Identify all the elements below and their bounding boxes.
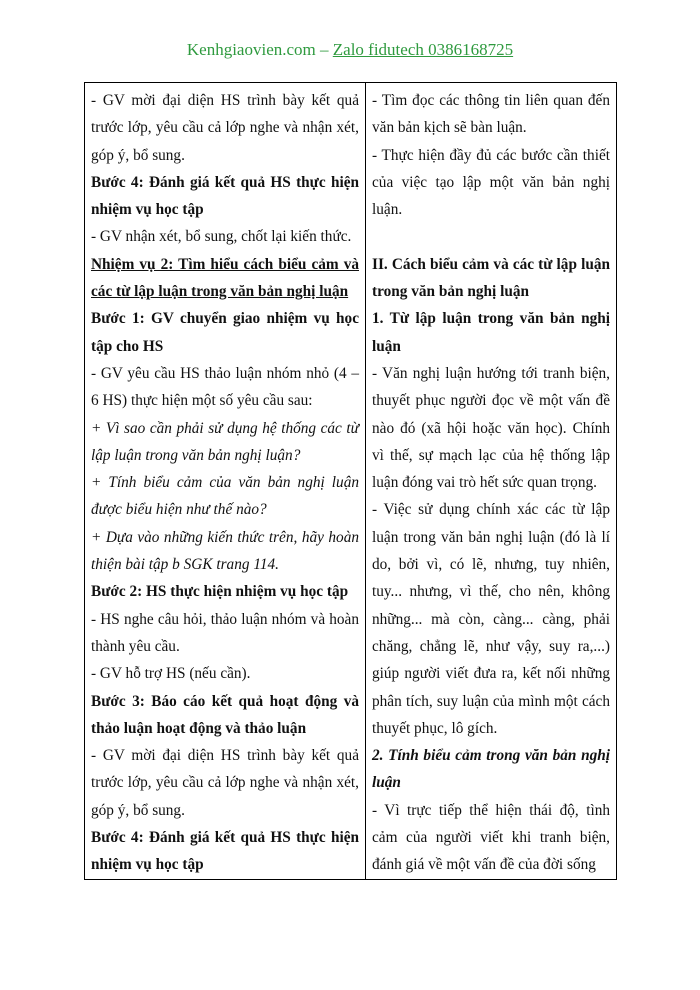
paragraph: - GV mời đại diện HS trình bày kết quả trước lớp, yêu cầu cả lớp nghe và nhận xét, góp ý, bổ sung. — [91, 92, 359, 164]
question-item: + Tính biểu cảm của văn bản nghị luận được biểu hiện như thế nào? — [91, 474, 359, 519]
blank-line — [372, 223, 610, 250]
paragraph: - GV yêu cầu HS thảo luận nhóm nhỏ (4 – 6 HS) thực hiện một số yêu cầu sau: — [91, 364, 359, 410]
zalo-contact[interactable]: Zalo fidutech 0386168725 — [332, 40, 514, 59]
paragraph: - GV mời đại diện HS trình bày kết quả trước lớp, yêu cầu cả lớp nghe và nhận xét, góp ý, bổ sung. — [91, 747, 359, 819]
header-separator: – — [315, 40, 333, 59]
paragraph: - Vì trực tiếp thể hiện thái độ, tình cảm của người viết khi tranh biện, đánh giá về một vấn đề của đời sống — [372, 801, 610, 874]
subsection-heading: 1. Từ lập luận trong văn bản nghị luận — [372, 310, 610, 355]
left-column — [85, 83, 366, 880]
page-header — [0, 40, 700, 60]
lesson-table — [84, 82, 617, 880]
paragraph: - Tìm đọc các thông tin liên quan đến văn bản kịch sẽ bàn luận. — [372, 92, 610, 137]
step-heading: Bước 1: GV chuyển giao nhiệm vụ học tập cho HS — [91, 310, 359, 355]
section-heading: II. Cách biểu cảm và các từ lập luận trong văn bản nghị luận — [372, 255, 610, 301]
step-heading: Bước 2: HS thực hiện nhiệm vụ học tập — [91, 583, 349, 601]
question-item: + Dựa vào những kiến thức trên, hãy hoàn thiện bài tập b SGK trang 114. — [91, 528, 359, 574]
site-name[interactable]: Kenhgiaovien.com — [186, 40, 316, 59]
paragraph: - GV hỗ trợ HS (nếu cần). — [91, 665, 251, 683]
step-heading: Bước 4: Đánh giá kết quả HS thực hiện nhiệm vụ học tập — [91, 173, 359, 219]
step-heading: Bước 3: Báo cáo kết quả hoạt động và thảo luận hoạt động và thảo luận — [91, 692, 359, 737]
subsection-heading: 2. Tính biểu cảm trong văn bản nghị luận — [372, 747, 610, 792]
right-column — [366, 83, 617, 880]
step-heading: Bước 4: Đánh giá kết quả HS thực hiện nhiệm vụ học tập — [91, 829, 359, 874]
paragraph: - Thực hiện đầy đủ các bước cần thiết của việc tạo lập một văn bản nghị luận. — [372, 146, 610, 219]
question-item: + Vì sao cần phải sử dụng hệ thống các từ lập luận trong văn bản nghị luận? — [91, 419, 359, 464]
task-heading: Nhiệm vụ 2: Tìm hiểu cách biểu cảm và các từ lập luận trong văn bản nghị luận — [91, 255, 359, 301]
paragraph: - GV nhận xét, bổ sung, chốt lại kiến thức. — [91, 228, 352, 246]
paragraph: - HS nghe câu hỏi, thảo luận nhóm và hoàn thành yêu cầu. — [91, 610, 359, 655]
paragraph: - Việc sử dụng chính xác các từ lập luận trong văn bản nghị luận (đó là lí do, bởi vì, có lẽ, nhưng, tuy nhiên, tuy... nhưng, vì thế, cho nên, không những... mà còn, càng... càng, phải chăng, chẳng lẽ, như vậy, suy ra,...) giúp người viết đưa ra, kết nối những phân tích, suy luận của mình một cách thuyết phục, lô gích. — [372, 501, 610, 737]
table-row — [85, 83, 617, 880]
paragraph: - Văn nghị luận hướng tới tranh biện, thuyết phục người đọc về một vấn đề nào đó (xã hội hoặc văn học). Chính vì thế, sự mạch lạc của hệ thống lập luận đóng vai trò hết sức quan trọng. — [372, 364, 610, 492]
